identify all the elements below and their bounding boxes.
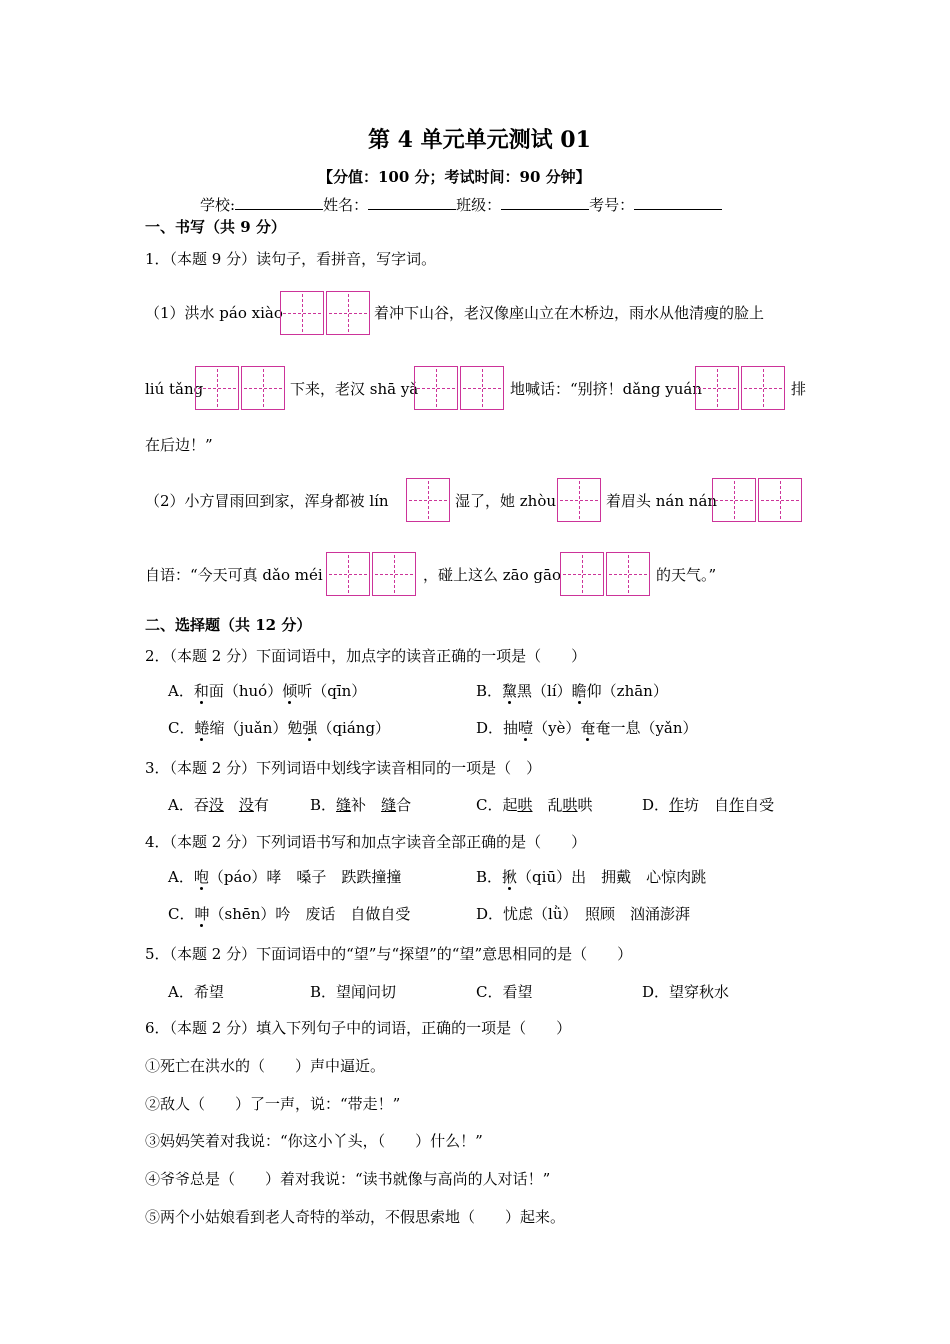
question-2: 2．（本题 2 分）下面词语中，加点字的读音正确的一项是（ ）	[145, 647, 587, 665]
q1-text: 地喊话：“别挤！dǎng yuán	[510, 380, 702, 398]
writing-box-lin[interactable]	[406, 478, 452, 522]
q1-text: 自语：“今天可真 dǎo méi	[145, 566, 323, 584]
q6-sentence: ②敌人（ ）了一声，说：“带走！”	[145, 1095, 401, 1113]
q1-text: 湿了，她 zhòu	[455, 492, 557, 510]
option-b[interactable]: B．望闻问切	[310, 983, 397, 1001]
option-d[interactable]: D．望穿秋水	[642, 983, 730, 1001]
name-blank[interactable]	[368, 195, 456, 210]
option-a[interactable]: A．希望	[168, 983, 224, 1001]
section-heading: 二、选择题（共 12 分）	[145, 616, 312, 634]
name-label: 姓名：	[323, 196, 369, 214]
option-d[interactable]: D．忧虑（lǜ） 照顾 汹涌澎湃	[476, 905, 691, 923]
q6-sentence: ④爷爷总是（ ）着对我说：“读书就像与高尚的人对话！”	[145, 1170, 551, 1188]
option-c[interactable]: C．呻（shēn）吟 废话 自做自受	[168, 905, 411, 923]
option-b[interactable]: B．揪（qiū）出 拥戴 心惊肉跳	[476, 868, 707, 886]
option-a[interactable]: A．咆（páo）哮 嗓子 跌跌撞撞	[168, 868, 402, 886]
question-4: 4．（本题 2 分）下列词语书写和加点字读音全部正确的是（ ）	[145, 833, 587, 851]
q1-text: 着冲下山谷，老汉像座山立在木桥边，雨水从他清瘦的脸上	[374, 304, 765, 322]
section-heading: 一、书写（共 9 分）	[145, 218, 286, 236]
writing-box-paoxiao[interactable]	[280, 291, 372, 335]
class-blank[interactable]	[501, 195, 589, 210]
q1-text: （1）洪水 páo xiào	[145, 304, 283, 322]
writing-box-zhou[interactable]	[557, 478, 603, 522]
q1-text: 在后边！”	[145, 436, 213, 454]
class-label: 班级：	[456, 196, 502, 214]
q1-text: ，碰上这么 zāo gāo	[423, 566, 561, 584]
q1-text: 的天气。”	[656, 566, 717, 584]
writing-box-zaogao[interactable]	[560, 552, 652, 596]
q6-sentence: ①死亡在洪水的（ ）声中逼近。	[145, 1057, 386, 1075]
option-c[interactable]: C．蜷缩（juǎn）勉强（qiáng）	[168, 719, 391, 737]
option-d[interactable]: D．作坊 自作自受	[642, 796, 775, 814]
page-title: 第 4 单元单元测试 01	[368, 127, 591, 153]
writing-box-liutang[interactable]	[195, 366, 287, 410]
writing-box-shaya[interactable]	[414, 366, 506, 410]
question-5: 5．（本题 2 分）下面词语中的“望”与“探望”的“望”意思相同的是（ ）	[145, 945, 633, 963]
exam-no-label: 考号：	[589, 196, 635, 214]
option-c[interactable]: C．起哄 乱哄哄	[476, 796, 593, 814]
school-label: 学校:	[200, 196, 236, 214]
q1-text: 排	[791, 380, 807, 398]
q1-text: 下来，老汉 shā yǎ	[290, 380, 419, 398]
writing-box-nannan[interactable]	[712, 478, 804, 522]
question-3: 3．（本题 2 分）下列词语中划线字读音相同的一项是（ ）	[145, 759, 542, 777]
q1-text: （2）小方冒雨回到家，浑身都被 lín	[145, 492, 389, 510]
option-b[interactable]: B．缝补 缝合	[310, 796, 412, 814]
q1-text: 着眉头 nán nán	[606, 492, 718, 510]
student-info-row	[200, 195, 722, 213]
exam-no-blank[interactable]	[634, 195, 722, 210]
option-b[interactable]: B．黧黑（lí）瞻仰（zhān）	[476, 682, 668, 700]
school-blank[interactable]	[235, 195, 323, 210]
option-a[interactable]: A．吞没 没有	[168, 796, 269, 814]
q1-text: liú tǎng	[145, 380, 204, 398]
option-d[interactable]: D．抽噎（yè）奄奄一息（yǎn）	[476, 719, 698, 737]
option-a[interactable]: A．和面（huó）倾听（qīn）	[168, 682, 367, 700]
question-6: 6．（本题 2 分）填入下列句子中的词语，正确的一项是（ ）	[145, 1019, 572, 1037]
writing-box-daomei[interactable]	[326, 552, 418, 596]
option-c[interactable]: C．看望	[476, 983, 533, 1001]
q6-sentence: ⑤两个小姑娘看到老人奇特的举动，不假思索地（ ）起来。	[145, 1208, 566, 1226]
writing-box-dangyuan[interactable]	[695, 366, 787, 410]
q6-sentence: ③妈妈笑着对我说：“你这小丫头，（ ）什么！”	[145, 1132, 483, 1150]
exam-meta: 【分值：100 分；考试时间：90 分钟】	[318, 168, 591, 186]
question-1: 1．（本题 9 分）读句子，看拼音，写字词。	[145, 250, 437, 268]
